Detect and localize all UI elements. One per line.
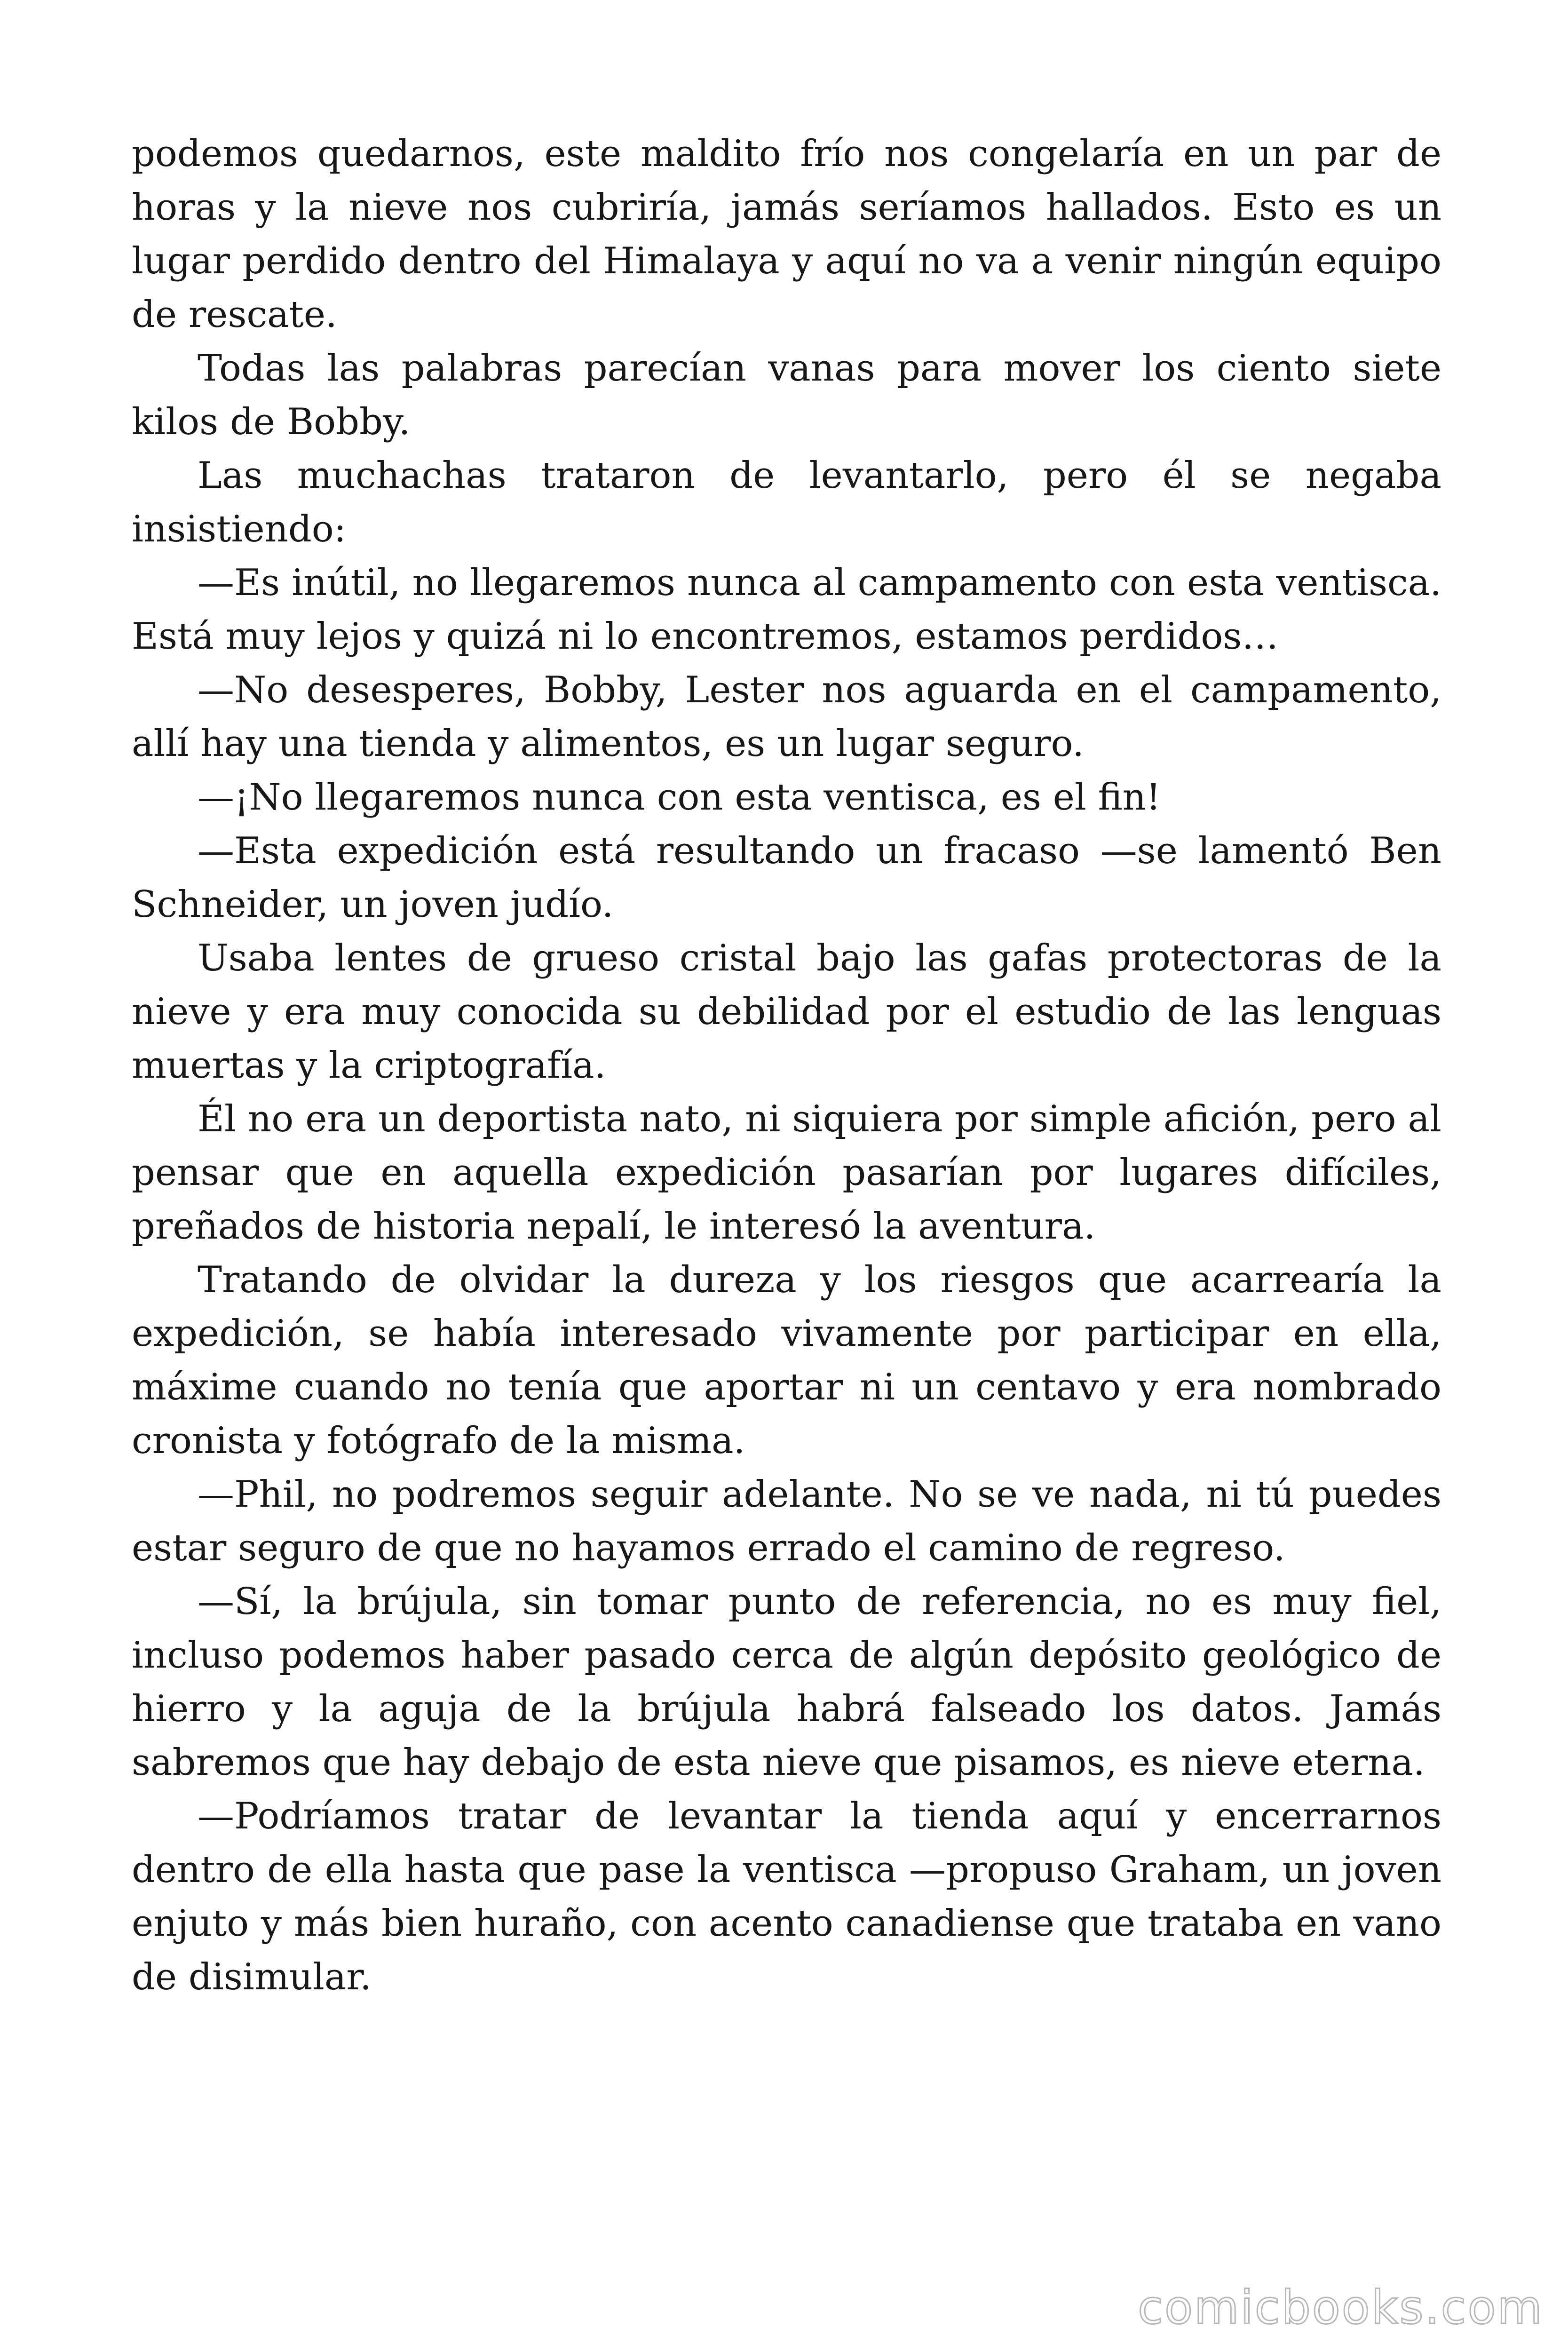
paragraph: Todas las palabras parecían vanas para mover los ciento siete kilos de Bobby. <box>132 347 1441 443</box>
paragraph: Usaba lentes de grueso cristal bajo las gafas protectoras de la nieve y era muy conocida su debilidad por el estudio de las lenguas muertas y la criptografía. <box>132 937 1441 1087</box>
site-watermark: comicbooks.com <box>1138 2281 1544 2335</box>
dialogue-paragraph: —No desesperes, Bobby, Lester nos aguarda en el campamento, allí hay una tienda y alimentos, es un lugar seguro. <box>132 669 1441 765</box>
paragraph: Las muchachas trataron de levantarlo, pero él se negaba insistiendo: <box>132 454 1441 550</box>
paragraph-continuation: podemos quedarnos, este maldito frío nos congelaría en un par de horas y la nieve nos cubriría, jamás seríamos hallados. Esto es un lugar perdido dentro del Himalaya y aquí no va a venir ningún equipo de rescate. <box>132 133 1441 336</box>
dialogue-paragraph: —Sí, la brújula, sin tomar punto de referencia, no es muy fiel, incluso podemos haber pasado cerca de algún depósito geológico de hierro y la aguja de la brújula habrá falseado los datos. Jamás sabremos que hay debajo de esta nieve que pisamos, es nieve eterna. <box>132 1581 1441 1784</box>
dialogue-paragraph: —Podríamos tratar de levantar la tienda aquí y encerrarnos dentro de ella hasta que pase la ventisca —propuso Graham, un joven enjuto y más bien huraño, con acento canadiense que trataba en vano de disimular. <box>132 1795 1441 1998</box>
paragraph: Él no era un deportista nato, ni siquiera por simple afición, pero al pensar que en aquella expedición pasarían por lugares difíciles, preñados de historia nepalí, le interesó la aventura. <box>132 1098 1441 1248</box>
dialogue-paragraph: —¡No llegaremos nunca con esta ventisca, es el fin! <box>198 776 1161 818</box>
page-text <box>132 127 1441 2004</box>
paragraph: Tratando de olvidar la dureza y los riesgos que acarrearía la expedición, se había interesado vivamente por participar en ella, máxime cuando no tenía que aportar ni un centavo y era nombrado cronista y fotógrafo de la misma. <box>132 1259 1441 1462</box>
dialogue-paragraph: —Es inútil, no llegaremos nunca al campamento con esta ventisca. Está muy lejos y quizá ni lo encontremos, estamos perdidos… <box>132 562 1441 658</box>
dialogue-paragraph: —Esta expedición está resultando un fracaso —se lamentó Ben Schneider, un joven judío. <box>132 830 1441 926</box>
dialogue-paragraph: —Phil, no podremos seguir adelante. No se ve nada, ni tú puedes estar seguro de que no hayamos errado el camino de regreso. <box>132 1473 1441 1569</box>
